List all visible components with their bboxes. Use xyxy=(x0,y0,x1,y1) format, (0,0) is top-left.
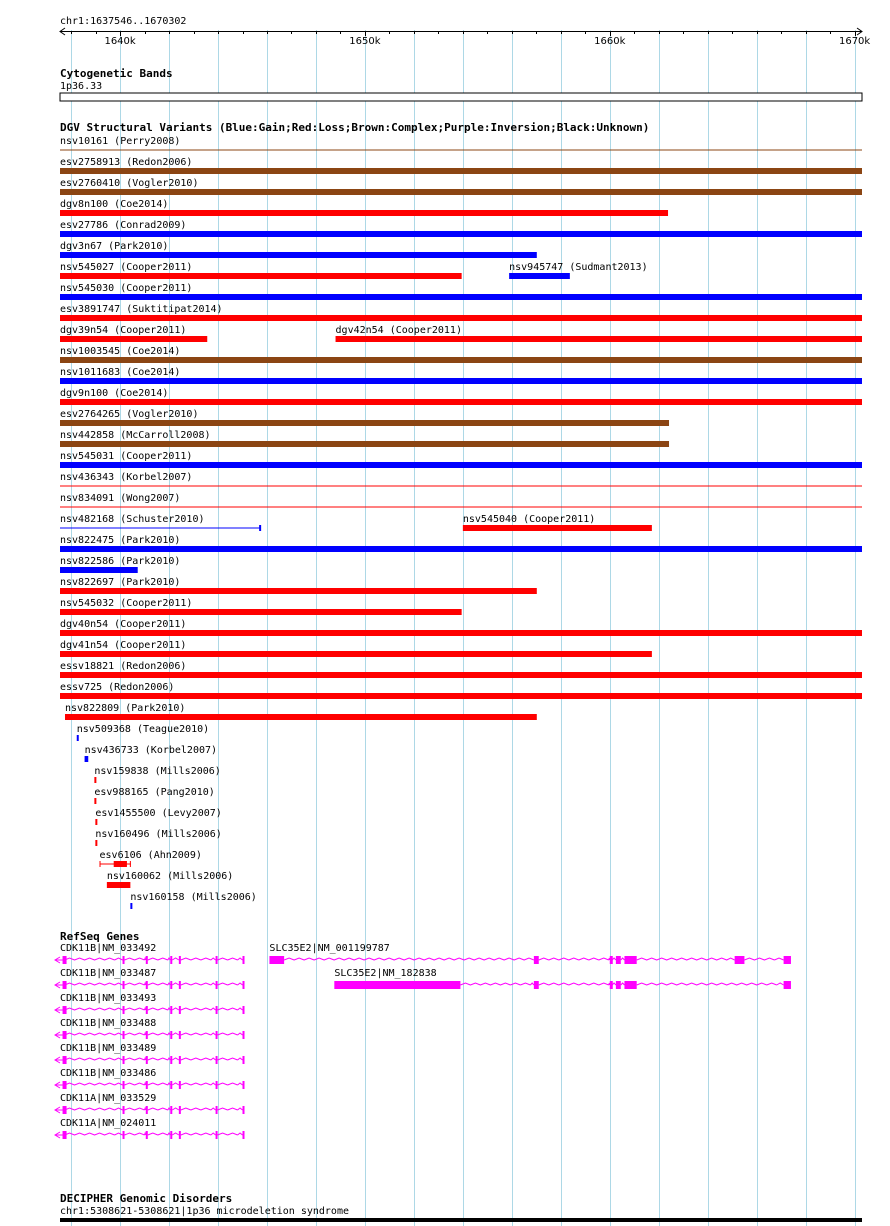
gene-exon xyxy=(170,1131,172,1139)
gene-exon xyxy=(63,1106,67,1114)
dgv-variant-bar[interactable] xyxy=(60,378,862,384)
dgv-feature-label: essv18821 (Redon2006) xyxy=(60,661,187,672)
gene-intron xyxy=(172,1133,179,1135)
dgv-feature-label: esv3891747 (Suktitipat2014) xyxy=(60,304,223,315)
gene-exon xyxy=(63,1056,67,1064)
dgv-feature-label: nsv442858 (McCarroll2008) xyxy=(60,430,211,441)
dgv-feature-label: nsv10161 (Perry2008) xyxy=(60,136,181,147)
gene-exon xyxy=(170,1006,172,1014)
dgv-variant-bar[interactable] xyxy=(60,462,862,468)
gene-exon xyxy=(123,956,125,964)
refseq-gene[interactable] xyxy=(55,1043,245,1064)
dgv-variant-bar[interactable] xyxy=(60,231,862,237)
gene-exon xyxy=(243,1056,245,1064)
dgv-variant-bar[interactable] xyxy=(95,840,97,846)
dgv-feature-label: esv2760410 (Vogler2010) xyxy=(60,178,199,189)
dgv-feature-label: nsv160496 (Mills2006) xyxy=(95,829,222,840)
dgv-variant-bar[interactable] xyxy=(60,546,862,552)
gene-exon xyxy=(170,956,172,964)
gene-intron xyxy=(172,958,179,960)
gene-intron xyxy=(539,958,610,960)
dgv-feature-label: esv27786 (Conrad2009) xyxy=(60,220,187,231)
dgv-feature-label: nsv482168 (Schuster2010) xyxy=(60,514,205,525)
dgv-variant-bar[interactable] xyxy=(130,903,132,909)
gene-exon xyxy=(170,1056,172,1064)
dgv-feature-label: nsv160158 (Mills2006) xyxy=(130,892,257,903)
dgv-variant-bar[interactable] xyxy=(107,882,131,888)
gene-intron xyxy=(65,1008,123,1010)
gene-intron xyxy=(65,1133,123,1135)
dgv-variant-line[interactable] xyxy=(60,150,862,151)
gene-exon xyxy=(334,981,460,989)
gene-intron xyxy=(218,958,243,960)
gene-intron xyxy=(65,1058,123,1060)
gene-intron xyxy=(148,1008,170,1010)
gene-exon xyxy=(123,1031,125,1039)
dgv-variant-bar[interactable] xyxy=(60,609,462,615)
dgv-feature-label: nsv436733 (Korbel2007) xyxy=(84,745,218,756)
gene-intron xyxy=(181,958,216,960)
gene-intron xyxy=(125,1083,146,1085)
gene-exon xyxy=(216,1131,218,1139)
dgv-variant-bar[interactable] xyxy=(509,273,570,279)
gene-exon xyxy=(179,1081,181,1089)
gene-exon xyxy=(179,1056,181,1064)
gene-exon xyxy=(123,1106,125,1114)
coordinate-ruler xyxy=(60,28,870,47)
refseq-gene[interactable] xyxy=(269,943,791,964)
dgv-variant-bar[interactable] xyxy=(60,357,862,363)
gene-exon xyxy=(735,956,745,964)
gene-intron xyxy=(125,983,146,985)
gene-intron xyxy=(148,1083,170,1085)
gene-label: CDK11A|NM_024011 xyxy=(60,1118,157,1129)
refseq-gene[interactable] xyxy=(55,993,245,1014)
dgv-feature-label: dgv8n100 (Coe2014) xyxy=(60,199,169,210)
gene-exon xyxy=(243,981,245,989)
gene-intron xyxy=(218,1008,243,1010)
dgv-feature-label: dgv41n54 (Cooper2011) xyxy=(60,640,187,651)
dgv-feature-label: esv2764265 (Vogler2010) xyxy=(60,409,199,420)
dgv-feature-label: esv1455500 (Levy2007) xyxy=(95,808,222,819)
gene-exon xyxy=(123,1081,125,1089)
gene-intron xyxy=(218,1033,243,1035)
dgv-variant-bar[interactable] xyxy=(60,630,862,636)
gene-exon xyxy=(610,981,613,989)
dgv-variant-bar[interactable] xyxy=(336,336,862,342)
dgv-feature-label: dgv3n67 (Park2010) xyxy=(60,241,169,252)
gene-intron xyxy=(125,1133,146,1135)
gene-intron xyxy=(172,1033,179,1035)
dgv-variant-bar[interactable] xyxy=(94,798,96,804)
cytoband-label: 1p36.33 xyxy=(60,81,103,92)
dgv-variant-line[interactable] xyxy=(60,507,862,508)
gene-exon xyxy=(179,1006,181,1014)
dgv-feature-label: nsv545027 (Cooper2011) xyxy=(60,262,193,273)
gene-intron xyxy=(181,1008,216,1010)
gene-exon xyxy=(123,1131,125,1139)
dgv-feature-label: nsv545040 (Cooper2011) xyxy=(462,514,596,525)
dgv-feature-label: nsv822586 (Park2010) xyxy=(60,556,181,567)
gene-label: SLC35E2|NM_001199787 xyxy=(269,943,390,954)
cytoband-track-title: Cytogenetic Bands xyxy=(60,67,173,80)
ruler-tick-label: 1640k xyxy=(104,36,136,47)
gene-exon xyxy=(624,956,636,964)
refseq-gene[interactable] xyxy=(55,1018,245,1039)
gene-exon xyxy=(170,1031,172,1039)
refseq-track xyxy=(55,943,791,1139)
dgv-feature-label: nsv822697 (Park2010) xyxy=(60,577,181,588)
gene-exon xyxy=(170,1081,172,1089)
refseq-gene[interactable] xyxy=(55,1118,245,1139)
gene-label: SLC35E2|NM_182838 xyxy=(334,968,437,979)
gene-intron xyxy=(637,983,784,985)
gene-exon xyxy=(216,981,218,989)
gene-intron xyxy=(125,1008,146,1010)
dgv-feature-label: nsv509368 (Teague2010) xyxy=(76,724,210,735)
gene-intron xyxy=(181,1083,216,1085)
ruler-tick-label: 1670k xyxy=(838,36,871,47)
dgv-feature-label: nsv1011683 (Coe2014) xyxy=(60,367,181,378)
gene-exon xyxy=(63,1031,67,1039)
gene-exon xyxy=(243,1131,245,1139)
cytoband-segment xyxy=(60,93,862,101)
gene-intron xyxy=(218,983,243,985)
gene-exon xyxy=(146,1106,148,1114)
gene-exon xyxy=(179,1131,181,1139)
refseq-gene[interactable] xyxy=(55,1068,245,1089)
gene-intron xyxy=(172,1108,179,1110)
gene-intron xyxy=(284,958,534,960)
gene-label: CDK11B|NM_033493 xyxy=(60,993,157,1004)
gene-exon xyxy=(63,1081,67,1089)
gene-exon xyxy=(179,981,181,989)
gene-intron xyxy=(65,1033,123,1035)
dgv-feature-label: nsv545030 (Cooper2011) xyxy=(60,283,193,294)
gene-intron xyxy=(172,1058,179,1060)
gene-exon xyxy=(123,1006,125,1014)
dgv-variant-bar[interactable] xyxy=(60,210,668,216)
gene-intron xyxy=(172,983,179,985)
gene-exon xyxy=(243,1081,245,1089)
gene-exon xyxy=(146,1081,148,1089)
gene-exon xyxy=(269,956,284,964)
refseq-gene[interactable] xyxy=(334,968,791,989)
dgv-feature-label: nsv822475 (Park2010) xyxy=(60,535,181,546)
gene-intron xyxy=(181,983,216,985)
dgv-variant-end-cap xyxy=(100,861,101,867)
dgv-feature-label: dgv40n54 (Cooper2011) xyxy=(60,619,187,630)
dgv-feature-label: nsv545032 (Cooper2011) xyxy=(60,598,193,609)
dgv-variant-bar[interactable] xyxy=(65,714,537,720)
gene-intron xyxy=(181,1033,216,1035)
gene-exon xyxy=(216,1081,218,1089)
gene-intron xyxy=(65,1083,123,1085)
dgv-feature-label: nsv945747 (Sudmant2013) xyxy=(509,262,648,273)
gene-intron xyxy=(172,1083,179,1085)
dgv-variant-bar[interactable] xyxy=(60,588,537,594)
gene-intron xyxy=(148,1058,170,1060)
dgv-variant-bar[interactable] xyxy=(60,651,652,657)
gene-exon xyxy=(243,956,245,964)
gene-exon xyxy=(146,956,148,964)
ruler-tick-label: 1660k xyxy=(594,36,626,47)
gene-intron xyxy=(218,1083,243,1085)
dgv-feature-label: nsv822809 (Park2010) xyxy=(64,703,186,714)
gene-intron xyxy=(148,983,170,985)
refseq-gene[interactable] xyxy=(55,943,245,964)
gene-intron xyxy=(621,958,625,960)
gene-intron xyxy=(460,983,533,985)
dgv-variant-end-cap xyxy=(259,525,261,531)
gene-exon xyxy=(146,1131,148,1139)
gene-intron xyxy=(181,1133,216,1135)
decipher-track-title: DECIPHER Genomic Disorders xyxy=(60,1192,233,1205)
gene-intron xyxy=(181,1058,216,1060)
gene-intron xyxy=(539,983,610,985)
gene-exon xyxy=(784,981,791,989)
gene-exon xyxy=(123,981,125,989)
gene-exon xyxy=(610,956,613,964)
ruler-tick-label: 1650k xyxy=(349,36,381,47)
decipher-feature-bar[interactable] xyxy=(60,1218,862,1222)
gene-intron xyxy=(181,1108,216,1110)
gene-intron xyxy=(65,983,123,985)
dgv-feature-label: nsv436343 (Korbel2007) xyxy=(60,472,193,483)
gene-exon xyxy=(243,1106,245,1114)
gene-exon xyxy=(784,956,791,964)
gene-intron xyxy=(637,958,735,960)
refseq-gene[interactable] xyxy=(55,1093,245,1114)
gene-intron xyxy=(125,1058,146,1060)
gene-exon xyxy=(146,1006,148,1014)
dgv-feature-label: esv988165 (Pang2010) xyxy=(94,787,215,798)
gene-intron xyxy=(65,1108,123,1110)
decipher-bar xyxy=(60,1218,862,1222)
dgv-variant-end-cap xyxy=(130,861,131,867)
gene-exon xyxy=(216,1056,218,1064)
gene-intron xyxy=(218,1058,243,1060)
dgv-feature-label: nsv834091 (Wong2007) xyxy=(60,493,181,504)
dgv-feature-label: nsv1003545 (Coe2014) xyxy=(60,346,181,357)
dgv-feature-label: nsv159838 (Mills2006) xyxy=(94,766,221,777)
gene-label: CDK11B|NM_033492 xyxy=(60,943,157,954)
decipher-feature-label: chr1:5308621-5308621|1p36 microdeletion syndrome xyxy=(60,1206,349,1217)
gene-intron xyxy=(218,1108,243,1110)
dgv-variant-bar[interactable] xyxy=(60,420,669,426)
dgv-feature-label: dgv9n100 (Coe2014) xyxy=(60,388,169,399)
gene-exon xyxy=(616,956,621,964)
dgv-variant-bar[interactable] xyxy=(60,567,138,573)
gene-exon xyxy=(216,1106,218,1114)
gene-exon xyxy=(179,956,181,964)
gene-exon xyxy=(63,981,67,989)
dgv-variant-bar[interactable] xyxy=(60,693,862,699)
gene-exon xyxy=(123,1056,125,1064)
gene-exon xyxy=(146,1056,148,1064)
gene-exon xyxy=(146,1031,148,1039)
dgv-feature-label: nsv160062 (Mills2006) xyxy=(106,871,234,882)
grid-lines xyxy=(72,30,856,1226)
dgv-feature-label: dgv42n54 (Cooper2011) xyxy=(335,325,462,336)
dgv-track-title: DGV Structural Variants (Blue:Gain;Red:Loss;Brown:Complex;Purple:Inversion;Black:Unknown) xyxy=(60,121,650,134)
gene-intron xyxy=(621,983,625,985)
gene-intron xyxy=(148,958,170,960)
dgv-feature-label: dgv39n54 (Cooper2011) xyxy=(60,325,187,336)
dgv-variant-line[interactable] xyxy=(60,528,260,529)
gene-intron xyxy=(172,1008,179,1010)
dgv-track xyxy=(60,136,862,909)
dgv-variant-core xyxy=(114,861,127,867)
dgv-variant-bar[interactable] xyxy=(60,399,862,405)
dgv-variant-bar[interactable] xyxy=(85,756,89,762)
refseq-gene[interactable] xyxy=(55,968,245,989)
gene-label: CDK11B|NM_033488 xyxy=(60,1018,157,1029)
gene-label: CDK11B|NM_033489 xyxy=(60,1043,157,1054)
gene-exon xyxy=(216,1031,218,1039)
gene-exon xyxy=(170,981,172,989)
dgv-variant-bar[interactable] xyxy=(60,294,862,300)
gene-exon xyxy=(146,981,148,989)
dgv-feature-label: essv725 (Redon2006) xyxy=(60,682,175,693)
gene-label: CDK11B|NM_033486 xyxy=(60,1068,157,1079)
dgv-variant-bar[interactable] xyxy=(60,252,537,258)
gene-exon xyxy=(616,981,621,989)
dgv-feature-label: nsv545031 (Cooper2011) xyxy=(60,451,193,462)
gene-exon xyxy=(243,1006,245,1014)
gene-exon xyxy=(534,956,539,964)
region-label: chr1:1637546..1670302 xyxy=(60,16,187,27)
gene-exon xyxy=(216,1006,218,1014)
gene-intron xyxy=(148,1033,170,1035)
dgv-variant-bar[interactable] xyxy=(77,735,79,741)
gene-label: CDK11A|NM_033529 xyxy=(60,1093,157,1104)
gene-exon xyxy=(243,1031,245,1039)
gene-exon xyxy=(63,1131,67,1139)
gene-exon xyxy=(624,981,636,989)
gene-exon xyxy=(534,981,539,989)
dgv-variant-bar[interactable] xyxy=(60,441,669,447)
cytoband-bar xyxy=(60,93,862,101)
dgv-feature-label: esv6106 (Ahn2009) xyxy=(99,850,202,861)
gene-exon xyxy=(170,1106,172,1114)
gene-exon xyxy=(179,1031,181,1039)
gene-intron xyxy=(148,1133,170,1135)
gene-intron xyxy=(125,958,146,960)
gene-intron xyxy=(148,1108,170,1110)
dgv-variant-bar[interactable] xyxy=(60,273,462,279)
gene-intron xyxy=(744,958,783,960)
gene-intron xyxy=(218,1133,243,1135)
gene-label: CDK11B|NM_033487 xyxy=(60,968,157,979)
gene-exon xyxy=(63,956,67,964)
dgv-variant-bar[interactable] xyxy=(60,336,207,342)
dgv-variant-bar[interactable] xyxy=(60,672,862,678)
dgv-variant-bar[interactable] xyxy=(463,525,652,531)
dgv-variant-bar[interactable] xyxy=(95,819,97,825)
gene-intron xyxy=(125,1033,146,1035)
dgv-variant-bar[interactable] xyxy=(60,189,862,195)
dgv-variant-bar[interactable] xyxy=(94,777,96,783)
gene-intron xyxy=(125,1108,146,1110)
gene-exon xyxy=(63,1006,67,1014)
dgv-variant-bar[interactable] xyxy=(60,168,862,174)
dgv-variant-line[interactable] xyxy=(60,486,862,487)
dgv-variant-bar[interactable] xyxy=(60,315,862,321)
refseq-track-title: RefSeq Genes xyxy=(60,930,140,943)
gene-intron xyxy=(65,958,123,960)
gene-exon xyxy=(179,1106,181,1114)
dgv-feature-label: esv2758913 (Redon2006) xyxy=(60,157,193,168)
gene-exon xyxy=(216,956,218,964)
